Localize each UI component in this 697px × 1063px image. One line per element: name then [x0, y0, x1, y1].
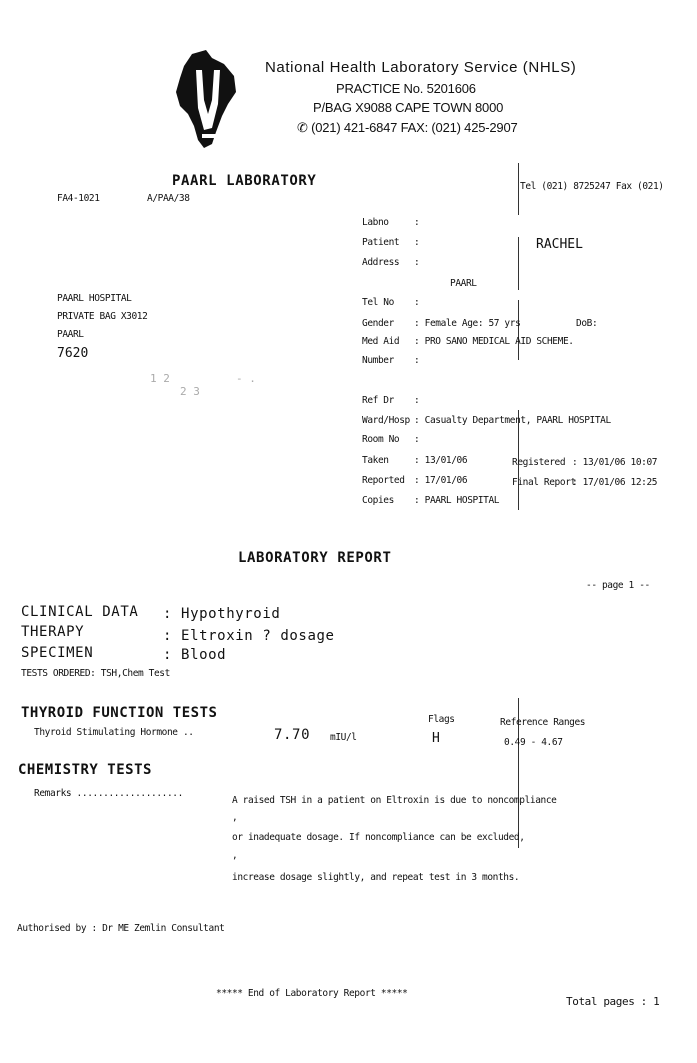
- report-title: LABORATORY REPORT: [238, 550, 392, 566]
- remark-bullet: ,: [232, 850, 238, 861]
- clinical-data-value: : Hypothyroid: [163, 606, 281, 622]
- copies-value: : PAARL HOSPITAL: [414, 495, 500, 506]
- end-of-report: ***** End of Laboratory Report *****: [216, 988, 408, 999]
- phone-fax: ✆ (021) 421-6847 FAX: (021) 425-2907: [297, 120, 518, 135]
- medaid-label: Med Aid: [362, 336, 400, 347]
- faint-mark: - .: [236, 372, 256, 385]
- postal-address: P/BAG X9088 CAPE TOWN 8000: [313, 100, 504, 115]
- registered-value: : 13/01/06 10:07: [572, 457, 658, 468]
- tsh-unit: mIU/l: [330, 732, 357, 743]
- ref-code: FA4-1021: [57, 193, 100, 204]
- telno-label: Tel No: [362, 297, 394, 308]
- clinical-data-label: CLINICAL DATA: [21, 604, 139, 620]
- faint-mark: 2 3: [180, 385, 200, 398]
- form-divider: [518, 300, 519, 360]
- address-town: PAARL: [450, 278, 477, 289]
- taken-value: : 13/01/06: [414, 455, 468, 466]
- lab-name: PAARL LABORATORY: [172, 173, 317, 189]
- final-report-label: Final Report: [512, 477, 576, 488]
- patient-value: :: [414, 237, 420, 248]
- ward-label: Ward/Hosp: [362, 415, 410, 426]
- gender-label: Gender: [362, 318, 394, 329]
- authorised-by: Authorised by : Dr ME Zemlin Consultant: [17, 923, 225, 934]
- remark-line-1: A raised TSH in a patient on Eltroxin is due to noncompliance: [232, 795, 557, 806]
- form-divider: [518, 163, 519, 215]
- page-indicator: -- page 1 --: [586, 580, 650, 591]
- refdr-value: :: [414, 395, 420, 406]
- reported-value: : 17/01/06: [414, 475, 468, 486]
- remark-line-3: increase dosage slightly, and repeat test in 3 months.: [232, 872, 520, 883]
- tests-ordered: TESTS ORDERED: TSH,Chem Test: [21, 668, 170, 679]
- labno-label: Labno: [362, 217, 389, 228]
- thyroid-section-title: THYROID FUNCTION TESTS: [21, 705, 218, 721]
- reported-label: Reported: [362, 475, 405, 486]
- reference-ranges-header: Reference Ranges: [500, 717, 586, 728]
- room-value: :: [414, 434, 420, 445]
- addressee-line-2: PRIVATE BAG X3012: [57, 311, 148, 322]
- flags-header: Flags: [428, 714, 455, 725]
- faint-mark: 1 2: [150, 372, 170, 385]
- taken-label: Taken: [362, 455, 389, 466]
- specimen-value: : Blood: [163, 647, 227, 663]
- specimen-label: SPECIMEN: [21, 645, 94, 661]
- number-label: Number: [362, 355, 394, 366]
- remark-bullet: ,: [232, 812, 238, 823]
- remark-line-2: or inadequate dosage. If noncompliance can be excluded,: [232, 832, 525, 843]
- lab-tel-fax: Tel (021) 8725247 Fax (021): [520, 181, 664, 192]
- final-report-value: : 17/01/06 12:25: [572, 477, 658, 488]
- dob-label: DoB:: [576, 318, 598, 329]
- number-value: :: [414, 355, 420, 366]
- tsh-reference-range: 0.49 - 4.67: [504, 737, 563, 748]
- tsh-flag: H: [432, 731, 440, 746]
- addressee-postcode: 7620: [57, 346, 89, 361]
- tsh-value: 7.70: [274, 727, 311, 743]
- gender-age-value: : Female Age: 57 yrs: [414, 318, 521, 329]
- therapy-value: : Eltroxin ? dosage: [163, 628, 335, 644]
- nhls-logo: [172, 48, 242, 150]
- tsh-test-name: Thyroid Stimulating Hormone ..: [34, 727, 194, 738]
- ref-code-2: A/PAA/38: [147, 193, 190, 204]
- addressee-line-1: PAARL HOSPITAL: [57, 293, 132, 304]
- address-value: :: [414, 257, 420, 268]
- room-label: Room No: [362, 434, 400, 445]
- therapy-label: THERAPY: [21, 624, 85, 640]
- patient-name: RACHEL: [536, 237, 583, 252]
- ward-value: : Casualty Department, PAARL HOSPITAL: [414, 415, 611, 426]
- total-pages: Total pages : 1: [566, 995, 660, 1008]
- registered-label: Registered: [512, 457, 566, 468]
- labno-value: :: [414, 217, 420, 228]
- medaid-value: : PRO SANO MEDICAL AID SCHEME.: [414, 336, 574, 347]
- refdr-label: Ref Dr: [362, 395, 394, 406]
- form-divider: [518, 237, 519, 290]
- remarks-label: Remarks ....................: [34, 788, 183, 799]
- org-name: National Health Laboratory Service (NHLS): [265, 59, 577, 76]
- telno-value: :: [414, 297, 420, 308]
- copies-label: Copies: [362, 495, 394, 506]
- practice-number: PRACTICE No. 5201606: [336, 81, 476, 96]
- patient-label: Patient: [362, 237, 400, 248]
- addressee-line-3: PAARL: [57, 329, 84, 340]
- address-label: Address: [362, 257, 400, 268]
- chemistry-section-title: CHEMISTRY TESTS: [18, 762, 152, 778]
